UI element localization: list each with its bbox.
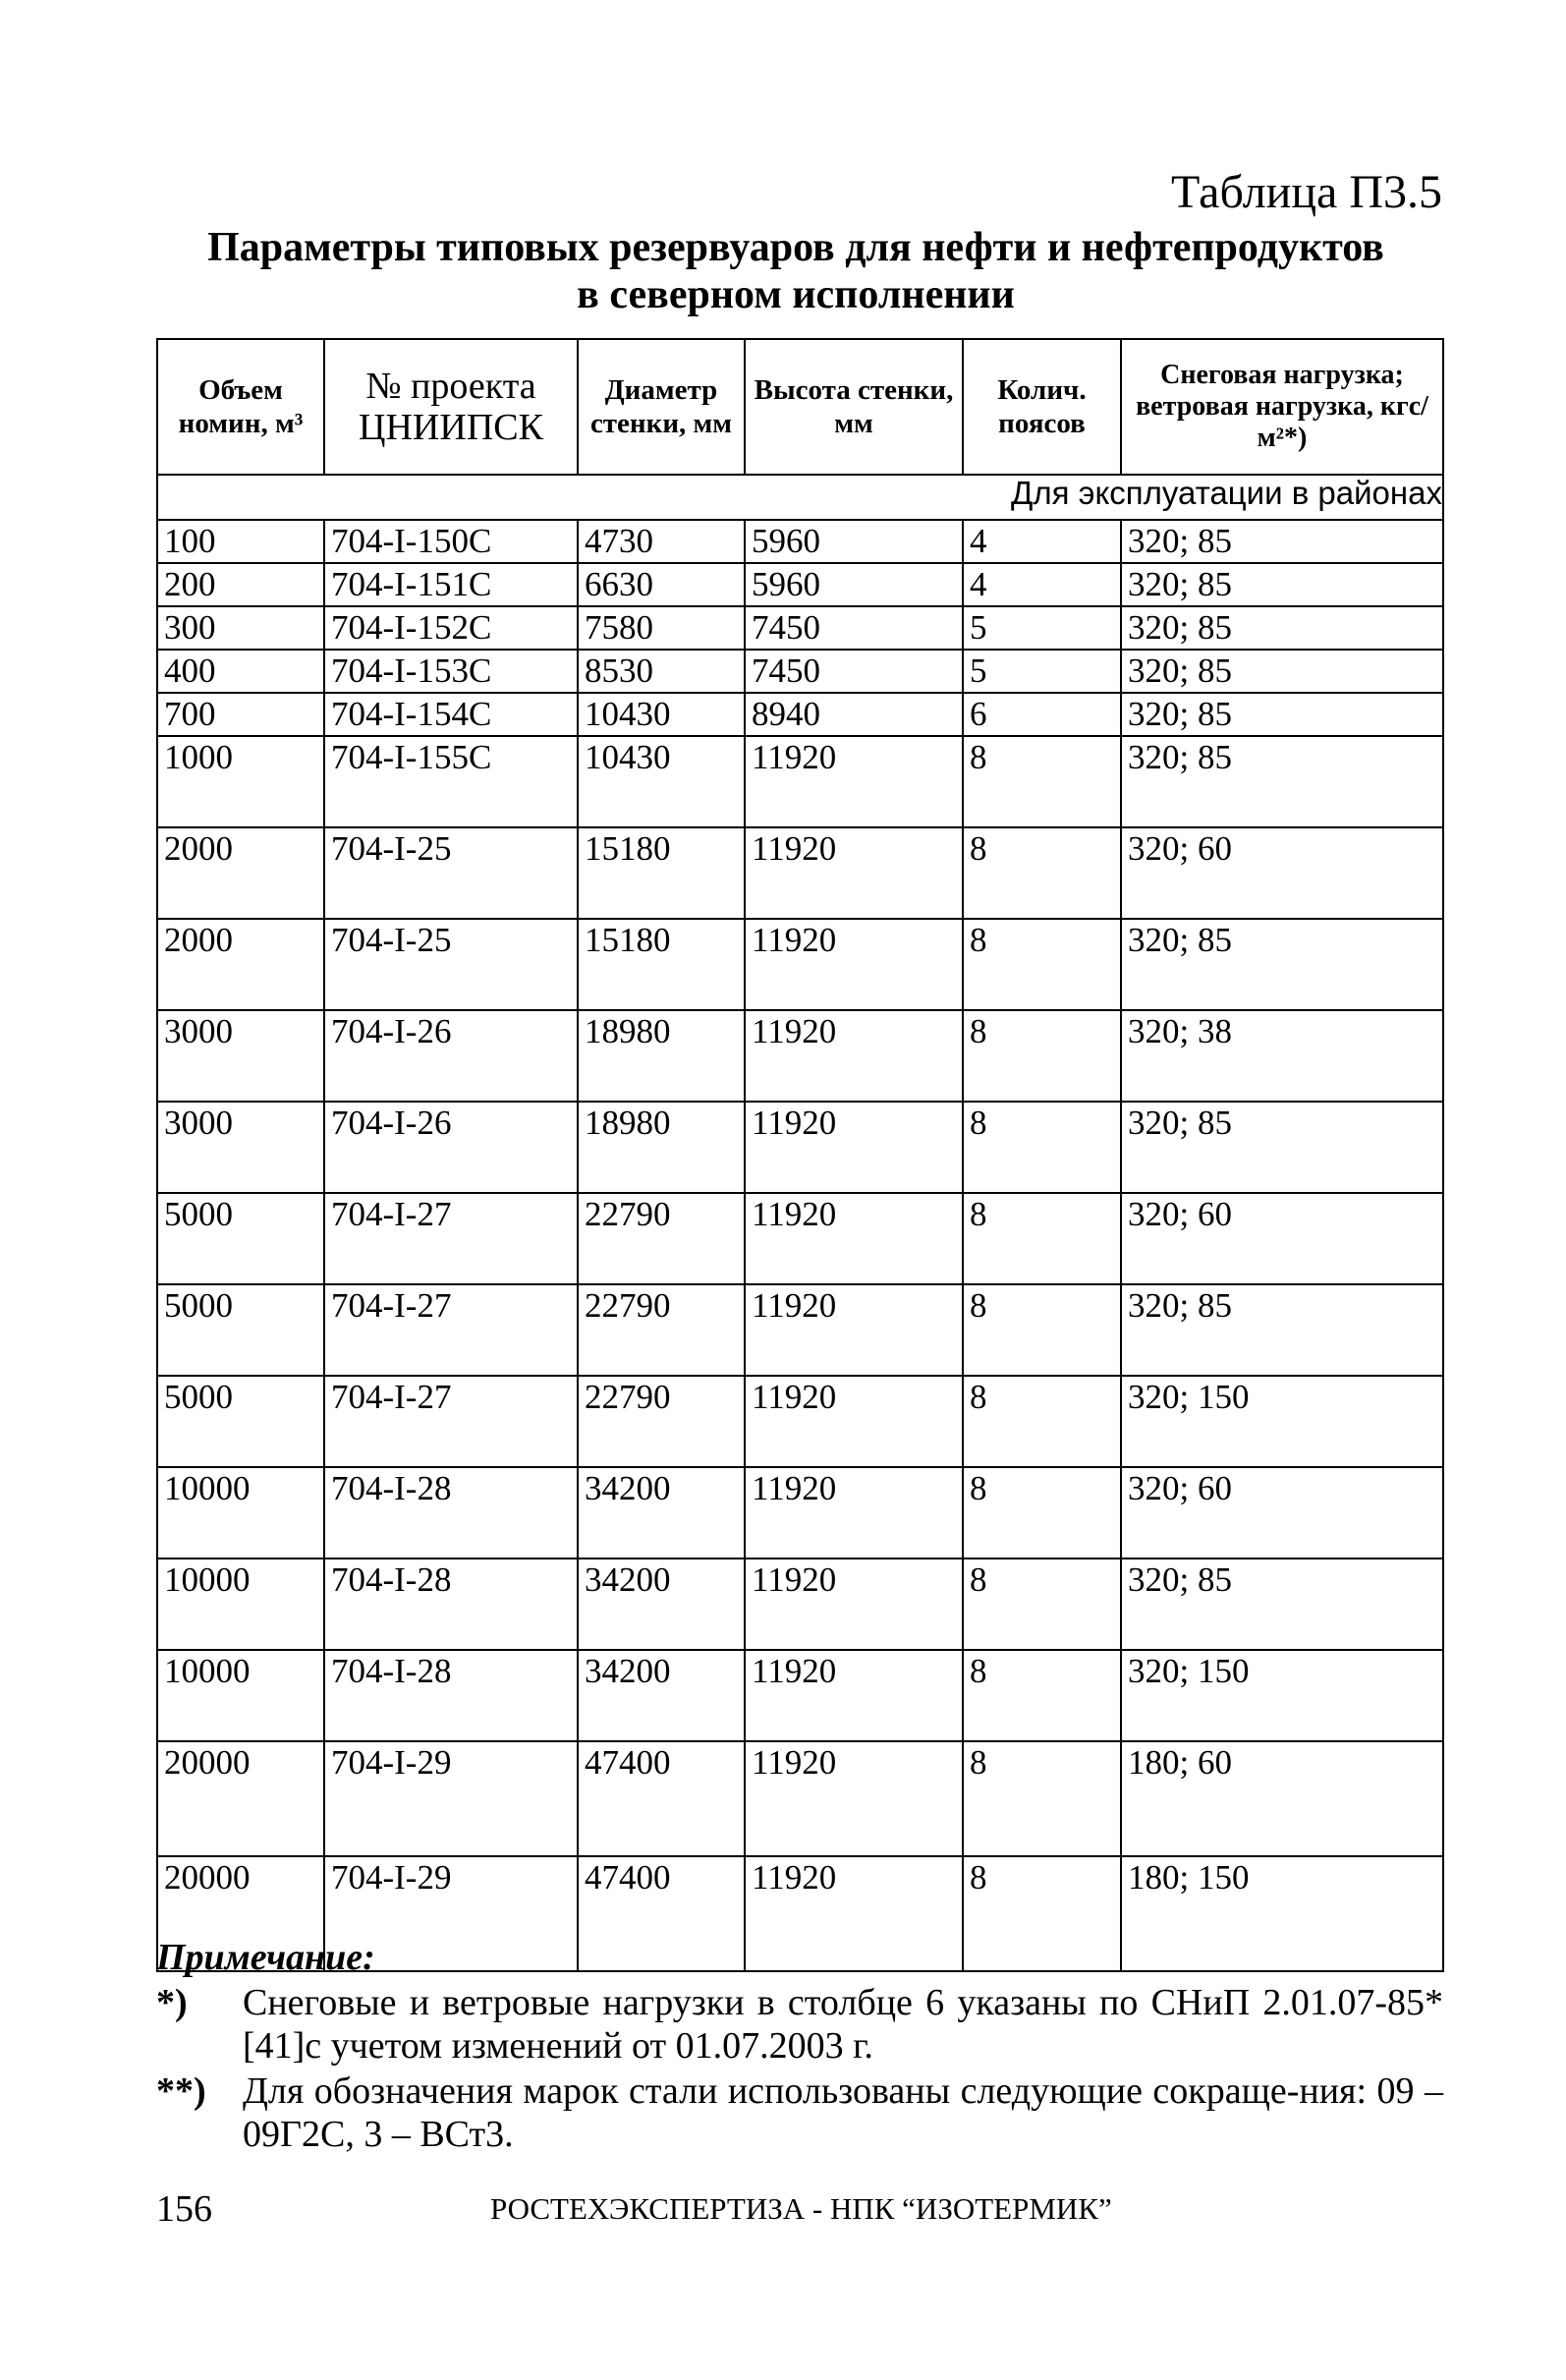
cell-loads: 320; 85 <box>1121 919 1443 1010</box>
cell-project: 704-I-25 <box>324 827 578 919</box>
tank-parameters-table <box>156 338 1444 1972</box>
cell-height: 11920 <box>745 1284 963 1376</box>
table-row <box>157 1102 1443 1193</box>
header-loads: Снеговая нагрузка; ветровая нагрузка, кгс/м²*) <box>1121 339 1443 475</box>
cell-project: 704-I-152C <box>324 606 578 650</box>
cell-diameter: 22790 <box>578 1193 745 1284</box>
cell-height: 11920 <box>745 919 963 1010</box>
cell-diameter: 22790 <box>578 1284 745 1376</box>
cell-volume: 2000 <box>157 827 324 919</box>
table-row <box>157 520 1443 563</box>
cell-project: 704-I-155C <box>324 736 578 827</box>
table-header-row <box>157 339 1443 475</box>
cell-volume: 20000 <box>157 1856 324 1971</box>
cell-diameter: 34200 <box>578 1558 745 1650</box>
cell-volume: 700 <box>157 693 324 736</box>
cell-belts: 6 <box>963 693 1121 736</box>
cell-height: 5960 <box>745 520 963 563</box>
cell-diameter: 10430 <box>578 693 745 736</box>
cell-height: 11920 <box>745 827 963 919</box>
cell-height: 8940 <box>745 693 963 736</box>
cell-diameter: 47400 <box>578 1741 745 1856</box>
header-diameter: Диаметр стенки, мм <box>578 339 745 475</box>
table-row <box>157 1010 1443 1102</box>
cell-volume: 3000 <box>157 1010 324 1102</box>
cell-diameter: 4730 <box>578 520 745 563</box>
cell-loads: 320; 60 <box>1121 1467 1443 1558</box>
table-row <box>157 1650 1443 1741</box>
page-number: 156 <box>156 2188 212 2230</box>
cell-height: 11920 <box>745 1467 963 1558</box>
table-title-line-2: в северном исполнении <box>577 272 1015 317</box>
cell-volume: 200 <box>157 563 324 606</box>
cell-height: 11920 <box>745 1102 963 1193</box>
cell-belts: 8 <box>963 1741 1121 1856</box>
cell-diameter: 7580 <box>578 606 745 650</box>
cell-volume: 10000 <box>157 1558 324 1650</box>
cell-project: 704-I-27 <box>324 1193 578 1284</box>
cell-volume: 20000 <box>157 1741 324 1856</box>
header-height: Высота стенки, мм <box>745 339 963 475</box>
table-label: Таблица П3.5 <box>1171 166 1442 218</box>
cell-project: 704-I-26 <box>324 1102 578 1193</box>
cell-volume: 5000 <box>157 1376 324 1467</box>
cell-height: 11920 <box>745 736 963 827</box>
cell-belts: 8 <box>963 827 1121 919</box>
cell-loads: 320; 85 <box>1121 736 1443 827</box>
cell-loads: 320; 85 <box>1121 520 1443 563</box>
cell-loads: 320; 85 <box>1121 1284 1443 1376</box>
cell-project: 704-I-28 <box>324 1558 578 1650</box>
cell-project: 704-I-150C <box>324 520 578 563</box>
cell-belts: 8 <box>963 1856 1121 1971</box>
table-row <box>157 1193 1443 1284</box>
table-row <box>157 736 1443 827</box>
table-title-line-1: Параметры типовых резервуаров для нефти и нефтепродуктов <box>207 225 1384 270</box>
cell-loads: 320; 85 <box>1121 693 1443 736</box>
table-title <box>147 224 1444 318</box>
cell-volume: 400 <box>157 650 324 693</box>
cell-loads: 320; 85 <box>1121 606 1443 650</box>
note-marker: *) <box>156 1982 188 2023</box>
cell-diameter: 15180 <box>578 827 745 919</box>
cell-belts: 8 <box>963 1284 1121 1376</box>
publisher-name: РОСТЕХЭКСПЕРТИЗА - НПК “ИЗОТЕРМИК” <box>490 2191 1112 2226</box>
cell-height: 5960 <box>745 563 963 606</box>
cell-belts: 8 <box>963 919 1121 1010</box>
cell-loads: 320; 150 <box>1121 1650 1443 1741</box>
cell-volume: 10000 <box>157 1467 324 1558</box>
table-row <box>157 919 1443 1010</box>
cell-height: 11920 <box>745 1856 963 1971</box>
table-row <box>157 563 1443 606</box>
cell-project: 704-I-25 <box>324 919 578 1010</box>
cell-loads: 320; 60 <box>1121 827 1443 919</box>
section-label: Для эксплуатации в районах <box>157 475 1443 520</box>
cell-project: 704-I-151C <box>324 563 578 606</box>
cell-loads: 320; 60 <box>1121 1193 1443 1284</box>
cell-project: 704-I-154C <box>324 693 578 736</box>
cell-project: 704-I-27 <box>324 1376 578 1467</box>
cell-project: 704-I-28 <box>324 1467 578 1558</box>
note-marker: **) <box>156 2070 206 2112</box>
table-row <box>157 1376 1443 1467</box>
cell-volume: 1000 <box>157 736 324 827</box>
cell-belts: 8 <box>963 1376 1121 1467</box>
table-row <box>157 1741 1443 1856</box>
cell-belts: 8 <box>963 1102 1121 1193</box>
cell-height: 7450 <box>745 606 963 650</box>
notes <box>156 1936 1443 2156</box>
cell-height: 11920 <box>745 1376 963 1467</box>
cell-loads: 320; 150 <box>1121 1376 1443 1467</box>
cell-volume: 100 <box>157 520 324 563</box>
cell-belts: 8 <box>963 1010 1121 1102</box>
cell-project: 704-I-29 <box>324 1856 578 1971</box>
cell-loads: 320; 38 <box>1121 1010 1443 1102</box>
note-item <box>156 2069 1443 2156</box>
table-row <box>157 827 1443 919</box>
cell-project: 704-I-29 <box>324 1741 578 1856</box>
cell-belts: 8 <box>963 736 1121 827</box>
table-row <box>157 1558 1443 1650</box>
cell-volume: 5000 <box>157 1284 324 1376</box>
table-row <box>157 606 1443 650</box>
cell-diameter: 18980 <box>578 1010 745 1102</box>
header-project: № проекта ЦНИИПСК <box>324 339 578 475</box>
cell-belts: 4 <box>963 563 1121 606</box>
section-row <box>157 475 1443 520</box>
cell-project: 704-I-27 <box>324 1284 578 1376</box>
cell-loads: 180; 60 <box>1121 1741 1443 1856</box>
cell-diameter: 34200 <box>578 1650 745 1741</box>
cell-diameter: 8530 <box>578 650 745 693</box>
cell-height: 11920 <box>745 1010 963 1102</box>
cell-loads: 320; 85 <box>1121 1558 1443 1650</box>
cell-loads: 320; 85 <box>1121 563 1443 606</box>
cell-project: 704-I-28 <box>324 1650 578 1741</box>
cell-diameter: 10430 <box>578 736 745 827</box>
table-row <box>157 693 1443 736</box>
cell-belts: 5 <box>963 606 1121 650</box>
cell-diameter: 34200 <box>578 1467 745 1558</box>
cell-project: 704-I-153C <box>324 650 578 693</box>
table-row <box>157 1467 1443 1558</box>
note-text: Для обозначения марок стали использованы следующие сокраще-ния: 09 – 09Г2С, 3 – ВСт3. <box>243 2070 1443 2155</box>
cell-height: 11920 <box>745 1558 963 1650</box>
cell-loads: 320; 85 <box>1121 1102 1443 1193</box>
cell-loads: 320; 85 <box>1121 650 1443 693</box>
table-row <box>157 1284 1443 1376</box>
cell-belts: 8 <box>963 1193 1121 1284</box>
cell-belts: 5 <box>963 650 1121 693</box>
cell-diameter: 15180 <box>578 919 745 1010</box>
cell-volume: 10000 <box>157 1650 324 1741</box>
cell-diameter: 22790 <box>578 1376 745 1467</box>
cell-loads: 180; 150 <box>1121 1856 1443 1971</box>
cell-volume: 3000 <box>157 1102 324 1193</box>
cell-diameter: 18980 <box>578 1102 745 1193</box>
cell-volume: 2000 <box>157 919 324 1010</box>
cell-belts: 8 <box>963 1558 1121 1650</box>
notes-title: Примечание: <box>156 1937 375 1978</box>
note-text: Снеговые и ветровые нагрузки в столбце 6 указаны по СНиП 2.01.07-85* [41]с учетом изменений от 01.07.2003 г. <box>243 1982 1443 2067</box>
header-volume: Объем номин, м³ <box>157 339 324 475</box>
cell-volume: 5000 <box>157 1193 324 1284</box>
cell-belts: 8 <box>963 1650 1121 1741</box>
cell-project: 704-I-26 <box>324 1010 578 1102</box>
note-item <box>156 1981 1443 2068</box>
cell-diameter: 6630 <box>578 563 745 606</box>
cell-belts: 4 <box>963 520 1121 563</box>
cell-belts: 8 <box>963 1467 1121 1558</box>
header-belts: Колич. поясов <box>963 339 1121 475</box>
cell-height: 11920 <box>745 1650 963 1741</box>
cell-height: 11920 <box>745 1193 963 1284</box>
cell-volume: 300 <box>157 606 324 650</box>
cell-height: 7450 <box>745 650 963 693</box>
table-row <box>157 650 1443 693</box>
cell-diameter: 47400 <box>578 1856 745 1971</box>
cell-height: 11920 <box>745 1741 963 1856</box>
